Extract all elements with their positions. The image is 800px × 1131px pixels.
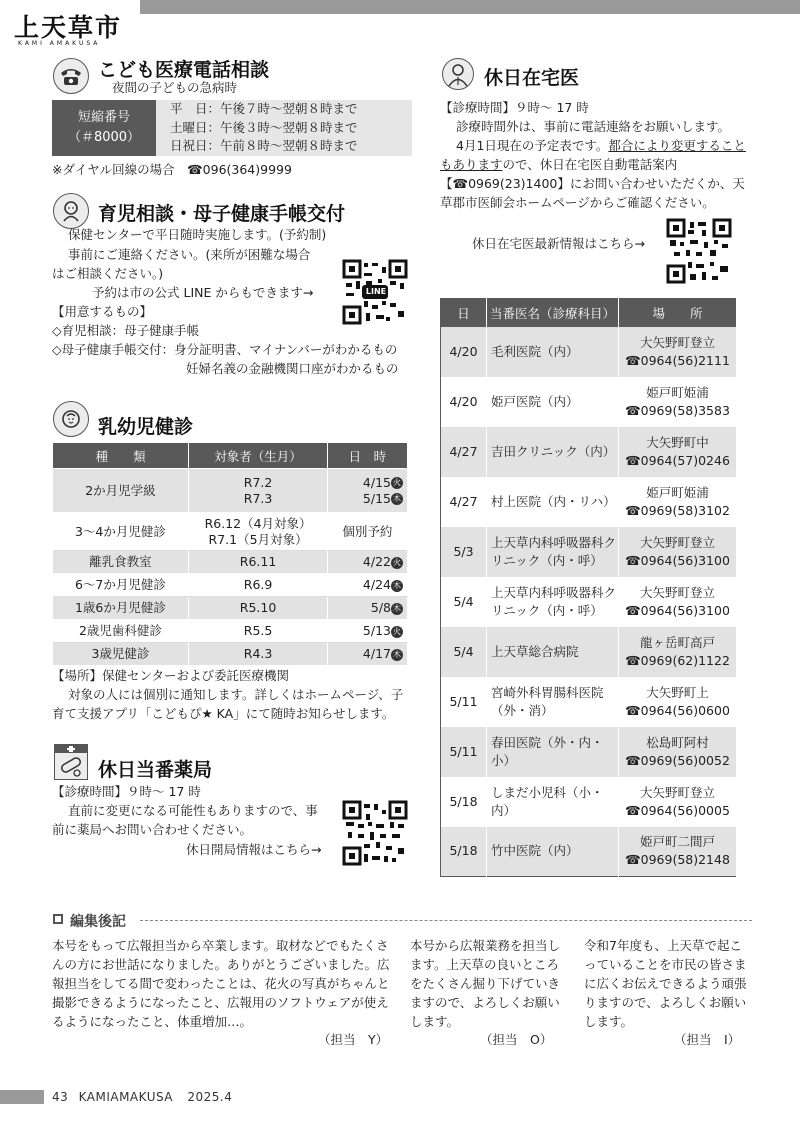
table-row (441, 377, 737, 427)
line-qr-code[interactable] (342, 259, 408, 325)
holiday-line-5: 草郡市医師会ホームページからご確認ください。 (440, 195, 715, 210)
doctor-date: 4/20 (441, 327, 487, 377)
infant-target: R6.12（4月対象） R7.1（5月対象） (189, 513, 327, 551)
doctor-phone: ☎0964(56)3100 (625, 602, 730, 618)
magazine-name: KAMIAMAKUSA (78, 1090, 174, 1104)
infant-date: 5/13 火 (327, 620, 407, 643)
infant-title: 乳幼児健診 (98, 416, 194, 438)
infant-date: 4/15 火 5/15 木 (327, 469, 407, 513)
doctor-phone: ☎0964(57)0246 (625, 452, 730, 468)
doctor-name: 吉田クリニック（内） (487, 427, 619, 477)
childcare-line-3: はご相談ください。) (52, 266, 164, 281)
doctor-date: 5/4 (441, 627, 487, 677)
childcare-line-1: 保健センターで平日随時実施します。(予約制) (68, 227, 327, 242)
table-row (441, 777, 737, 827)
pharmacy-line-2: 前に薬局へお問い合わせください。 (52, 822, 253, 837)
holiday-line-1: 診療時間外は、事前に電話連絡をお願いします。 (456, 119, 731, 134)
table-row (441, 427, 737, 477)
logo: 上天草市 (14, 13, 123, 42)
doctor-phone: ☎0969(58)2148 (625, 852, 730, 868)
editor-signature-2: （担当 O） (480, 1032, 553, 1047)
doctor-phone: ☎0964(56)3100 (625, 552, 730, 568)
doctor-date: 4/27 (441, 427, 487, 477)
table-row (441, 627, 737, 677)
infant-type: 3歳児健診 (53, 643, 189, 666)
dial-note: ※ダイヤル回線の場合 ☎096(364)9999 (52, 162, 292, 177)
table-row (53, 643, 408, 666)
short-number-box (52, 100, 156, 156)
editor-column-3: 令和7年度も、上天草で起こっていることを市民の皆さまに広くお伝えできるよう頑張りますので、よろしくお願いします。 (584, 938, 747, 1029)
weekday-badge: 火 (393, 478, 401, 487)
pharmacy-line-1: 直前に変更になる可能性もありますので、事 (68, 803, 318, 818)
table-row (441, 727, 737, 777)
doctor-name: 上天草総合病院 (487, 627, 619, 677)
logo-subtitle: KAMI AMAKUSA (18, 40, 101, 47)
infant-target: R5.10 (189, 597, 327, 620)
doctor-name: しまだ小児科（小・内） (487, 777, 619, 827)
short-number-label: 短縮番号 (77, 110, 130, 125)
infant-type: 1歳6か月児健診 (53, 597, 189, 620)
doctor-name: 宮崎外科胃腸科医院（外・消） (487, 677, 619, 727)
short-number-value: （＃8000） (67, 130, 141, 145)
weekday-badge: 木 (393, 494, 401, 503)
infant-date: 5/8 木 (327, 597, 407, 620)
childcare-line-2: 事前にご連絡ください。(来所が困難な場合 (68, 247, 311, 262)
doctor-header-place: 場 所 (619, 299, 737, 327)
childcare-prepare-bank: 妊婦名義の金融機関口座がわかるもの (186, 361, 399, 376)
infant-note-2: 育て支援アプリ「こどもぴ★ KA」にて随時お知らせします。 (52, 706, 395, 721)
infant-date: 4/24 木 (327, 574, 407, 597)
infant-target: R5.5 (189, 620, 327, 643)
doctor-date: 4/20 (441, 377, 487, 427)
editor-title: 編集後記 (70, 914, 126, 930)
infant-type: 2か月児学級 (53, 469, 189, 513)
doctor-place: 姫戸町姫浦 ☎0969(58)3583 (619, 377, 737, 427)
doctor-place: 大矢野町登立 ☎0964(56)2111 (619, 327, 737, 377)
holiday-qr-code[interactable] (666, 218, 732, 284)
doctor-phone: ☎0969(62)1122 (625, 652, 730, 668)
doctor-header-name: 当番医名（診療科目） (487, 299, 619, 327)
weekday-badge: 火 (393, 626, 401, 636)
pharmacy-info-link[interactable]: 休日開局情報はこちら→ (186, 842, 322, 857)
childcare-prepare-heading: 【用意するもの】 (52, 304, 153, 319)
infant-header-target: 対象者（生月） (189, 443, 327, 469)
doctor-place: 姫戸町二間戸 ☎0969(58)2148 (619, 827, 737, 877)
doctor-place: 大矢野町登立 ☎0964(56)3100 (619, 527, 737, 577)
doctor-place: 龍ヶ岳町高戸 ☎0969(62)1122 (619, 627, 737, 677)
childcare-prepare-consult: ◇育児相談：母子健康手帳 (52, 323, 200, 338)
issue-date: 2025.4 (187, 1090, 233, 1104)
holiday-line-3: もありますので、休日在宅医自動電話案内 (440, 157, 678, 172)
doctor-date: 4/27 (441, 477, 487, 527)
holiday-line-4: 【☎0969(23)1400】にお問い合わせいただくか、天 (440, 176, 745, 191)
infant-type: 2歳児歯科健診 (53, 620, 189, 643)
infant-table-header (53, 443, 408, 469)
doctor-table-header (441, 299, 737, 327)
childcare-title: 育児相談・母子健康手帳交付 (98, 203, 346, 225)
weekday-badge: 木 (393, 649, 401, 659)
hours-weekday: 平 日：午後７時〜翌朝８時まで (170, 101, 358, 116)
infant-type: 3〜4か月児健診 (53, 513, 189, 551)
phone-consult-subtitle: 夜間の子どもの急病時 (112, 80, 238, 95)
phone-consult-title: こども医療電話相談 (98, 59, 270, 81)
doctor-date: 5/3 (441, 527, 487, 577)
table-row (53, 620, 408, 643)
doctor-place: 大矢野町登立 ☎0964(56)0005 (619, 777, 737, 827)
hours-saturday: 土曜日：午後３時〜翌朝８時まで (170, 119, 358, 135)
doctor-phone: ☎0964(56)2111 (625, 352, 730, 368)
doctor-date: 5/18 (441, 777, 487, 827)
infant-type: 離乳食教室 (53, 551, 189, 574)
table-row (441, 827, 737, 877)
infant-header-date: 日 時 (327, 443, 407, 469)
holiday-hours: 【診療時間】９時〜 17 時 (440, 100, 589, 115)
doctor-phone: ☎0964(56)0005 (625, 802, 730, 818)
doctor-name: 春田医院（外・内・小） (487, 727, 619, 777)
page-number: 43 (52, 1090, 69, 1104)
editor-column-1: 本号をもって広報担当から卒業します。取材などでもたくさんの方にお世話になりました。ありがとうございました。広報担当をしてる間で変わったことは、花火の写真がちゃんと撮影できるようになったこと、広報用のソフトウェアが使えるようになったこと、体重増加…。 (52, 938, 390, 1029)
table-row (441, 677, 737, 727)
table-row (441, 327, 737, 377)
infant-date: 個別予約 (327, 513, 407, 551)
footer-bar (0, 1090, 44, 1104)
infant-place: 【場所】保健センターおよび委託医療機関 (52, 668, 290, 683)
telephone-icon (53, 58, 89, 94)
table-row (53, 597, 408, 620)
table-row (53, 551, 408, 574)
infant-date: 4/17 木 (327, 643, 407, 666)
pharmacy-hours: 【診療時間】９時〜 17 時 (52, 784, 201, 799)
doctor-name: 姫戸医院（内） (487, 377, 619, 427)
holiday-info-link[interactable]: 休日在宅医最新情報はこちら→ (472, 236, 645, 251)
doctor-place: 大矢野町登立 ☎0964(56)3100 (619, 577, 737, 627)
doctor-phone: ☎0969(58)3102 (625, 502, 730, 518)
doctor-name: 竹中医院（内） (487, 827, 619, 877)
infant-target: R4.3 (189, 643, 327, 666)
doctor-date: 5/11 (441, 727, 487, 777)
doctor-date: 5/11 (441, 677, 487, 727)
hours-box (156, 100, 412, 156)
infant-note-1: 対象の人には個別に通知します。詳しくはホームページ、子 (68, 687, 404, 702)
editor-square-icon (53, 914, 63, 924)
doctor-place: 松島町阿村 ☎0969(56)0052 (619, 727, 737, 777)
infant-date: 4/22 火 (327, 551, 407, 574)
baby-icon (53, 193, 89, 229)
table-row (441, 527, 737, 577)
hours-holiday: 日祝日：午前８時〜翌朝８時まで (170, 138, 358, 153)
line-qr-label: LINE (365, 287, 387, 296)
table-row (53, 513, 408, 551)
doctor-table (440, 298, 737, 877)
weekday-badge: 火 (393, 557, 401, 567)
doctor-place: 大矢野町上 ☎0964(56)0600 (619, 677, 737, 727)
holiday-title: 休日在宅医 (484, 67, 580, 89)
infant-target: R7.2 R7.3 (189, 469, 327, 513)
doctor-phone: ☎0969(58)3583 (625, 402, 730, 418)
doctor-name: 毛利医院（内） (487, 327, 619, 377)
weekday-badge: 木 (393, 580, 401, 590)
editor-signature-1: （担当 Y） (318, 1032, 389, 1047)
infant-target: R6.11 (189, 551, 327, 574)
doctor-place: 姫戸町姫浦 ☎0969(58)3102 (619, 477, 737, 527)
doctor-phone: ☎0964(56)0600 (625, 702, 730, 718)
editor-signature-3: （担当 I） (674, 1032, 741, 1047)
table-row (441, 577, 737, 627)
doctor-icon (442, 58, 474, 90)
doctor-date: 5/18 (441, 827, 487, 877)
infant-target: R6.9 (189, 574, 327, 597)
footer (52, 1090, 232, 1104)
doctor-place: 大矢野町中 ☎0964(57)0246 (619, 427, 737, 477)
doctor-name: 村上医院（内・リハ） (487, 477, 619, 527)
holiday-line-2: 4月1日現在の予定表です。都合により変更すること (456, 138, 746, 153)
pharmacy-qr-code[interactable] (342, 800, 408, 866)
doctor-name: 上天草内科呼吸器科クリニック（内・呼） (487, 577, 619, 627)
table-row (53, 574, 408, 597)
editor-column-2: 本号から広報業務を担当します。上天草の良いところをたくさん掘り下げていきますので、よろしくお願いします。 (410, 938, 561, 1029)
infant-type: 6〜7か月児健診 (53, 574, 189, 597)
line-reservation-text: 予約は市の公式 LINE からもできます→ (92, 285, 314, 300)
doctor-header-date: 日 (441, 299, 487, 327)
doctor-name: 上天草内科呼吸器科クリニック（内・呼） (487, 527, 619, 577)
weekday-badge: 木 (393, 603, 401, 613)
baby-face-icon (53, 401, 89, 437)
editor-divider (140, 920, 752, 921)
doctor-phone: ☎0969(56)0052 (625, 752, 730, 768)
pharmacy-icon (54, 744, 88, 780)
table-row (441, 477, 737, 527)
childcare-prepare-handbook: ◇母子健康手帳交付：身分証明書、マイナンバーがわかるもの (52, 342, 398, 357)
infant-header-type: 種 類 (53, 443, 189, 469)
doctor-date: 5/4 (441, 577, 487, 627)
pharmacy-title: 休日当番薬局 (98, 759, 213, 781)
infant-table (52, 442, 408, 666)
top-bar-logo-bg (0, 0, 140, 14)
table-row (53, 469, 408, 513)
